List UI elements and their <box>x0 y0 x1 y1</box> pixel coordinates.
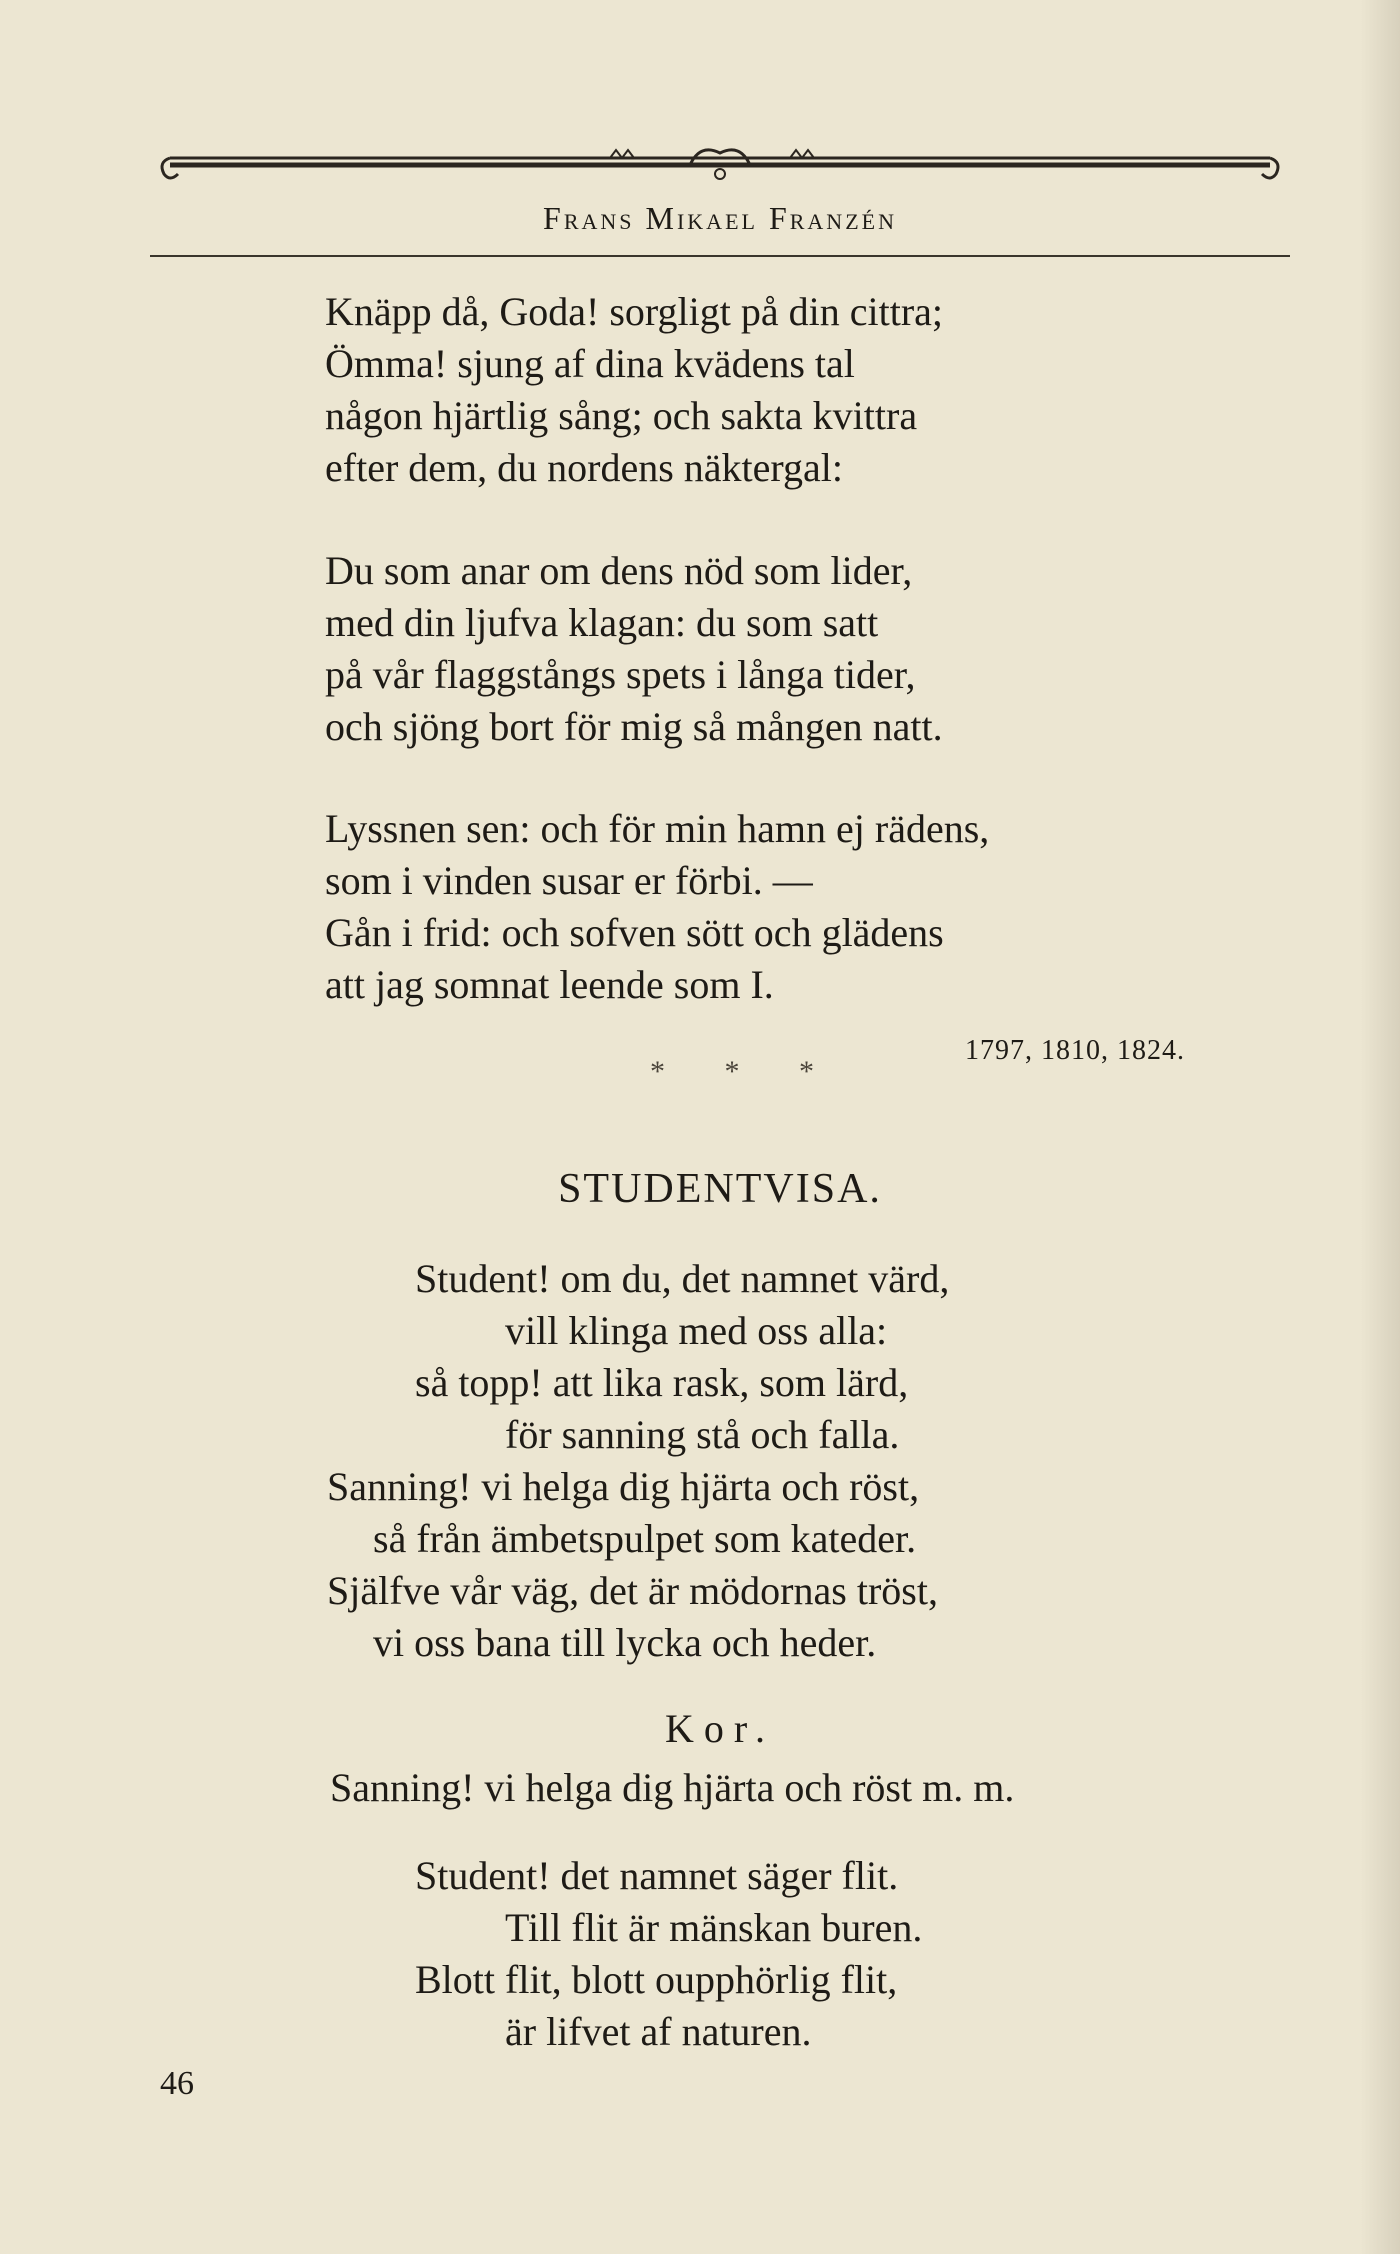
poem-line: som i vinden susar er förbi. — <box>325 858 813 903</box>
poem-line: efter dem, du nordens näktergal: <box>325 445 843 490</box>
poem-line: Själfve vår väg, det är mödornas tröst, <box>327 1568 938 1613</box>
poem-line: på vår flaggstångs spets i långa tider, <box>325 652 916 697</box>
poem-line: för sanning stå och falla. <box>505 1412 900 1457</box>
poem-line: vill klinga med oss alla: <box>505 1308 888 1353</box>
poem-line: så från ämbetspulpet som kateder. <box>373 1516 917 1561</box>
poem-line: och sjöng bort för mig så mången natt. <box>325 704 943 749</box>
poem-line: Student! det namnet säger flit. <box>415 1853 899 1898</box>
poem-line: Gån i frid: och sofven sött och glädens <box>325 910 944 955</box>
poem-line: Student! om du, det namnet värd, <box>415 1256 950 1301</box>
poem-line: Du som anar om dens nöd som lider, <box>325 548 913 593</box>
poem-line: Ömma! sjung af dina kvädens tal <box>325 341 855 386</box>
poem-line: Lyssnen sen: och för min hamn ej rädens, <box>325 806 990 851</box>
poem-line: Knäpp då, Goda! sorgligt på din cittra; <box>325 289 944 334</box>
header-ornament <box>150 140 1290 200</box>
chorus-label: Kor. <box>665 1706 775 1751</box>
poem-title: STUDENTVISA. <box>558 1166 882 1212</box>
poem-line: Sanning! vi helga dig hjärta och röst, <box>327 1464 920 1509</box>
page-number: 46 <box>160 2065 194 2102</box>
poem-line: Till flit är mänskan buren. <box>505 1905 923 1950</box>
poem-line: Blott flit, blott oupphörlig flit, <box>415 1957 898 2002</box>
poem-line: någon hjärtlig sång; och sakta kvittra <box>325 393 918 438</box>
running-head: Frans Mikael Franzén <box>543 200 897 236</box>
chorus-line: Sanning! vi helga dig hjärta och röst m. m. <box>330 1765 1015 1810</box>
page-edge-shadow <box>1360 0 1400 2254</box>
date-line: 1797, 1810, 1824. <box>965 1035 1185 1066</box>
header-rule <box>150 255 1290 257</box>
poem-line: är lifvet af naturen. <box>505 2009 812 2054</box>
section-separator: * * * <box>650 1055 840 1088</box>
poem-line: att jag somnat leende som I. <box>325 962 774 1007</box>
poem-line: med din ljufva klagan: du som satt <box>325 600 879 645</box>
poem-line: så topp! att lika rask, som lärd, <box>415 1360 909 1405</box>
poem-line: vi oss bana till lycka och heder. <box>373 1620 877 1665</box>
